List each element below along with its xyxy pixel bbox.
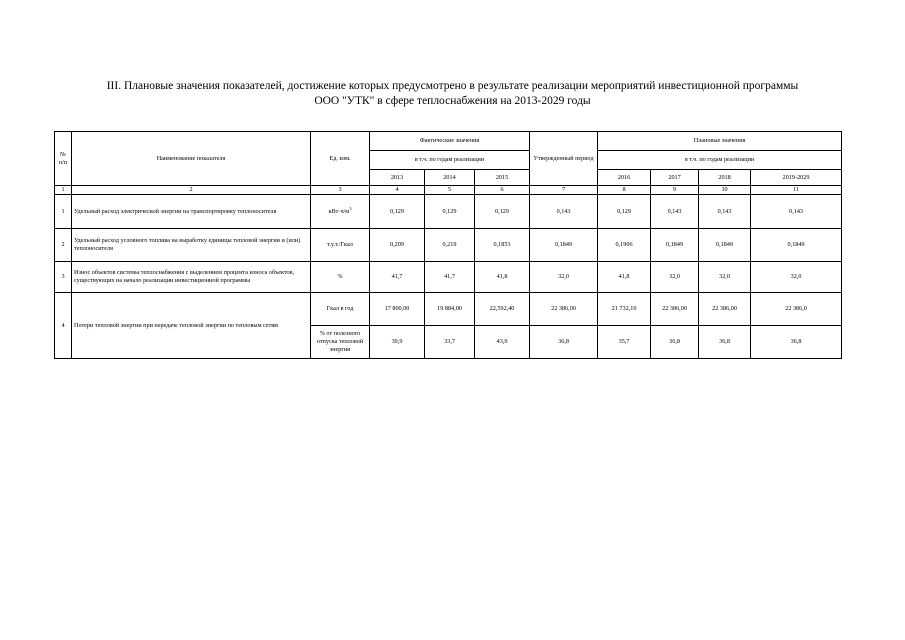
table-row xyxy=(55,262,842,293)
value-cell: 32,0 xyxy=(530,262,598,293)
value-cell: 0,143 xyxy=(751,195,842,229)
value-cell: 39,9 xyxy=(370,326,425,359)
value-cell: 17 800,00 xyxy=(370,293,425,326)
value-cell: 0,1906 xyxy=(598,229,651,262)
row-unit xyxy=(311,195,370,229)
value-cell: 22 386,00 xyxy=(699,293,751,326)
value-cell: 36,8 xyxy=(751,326,842,359)
value-cell: 0,1853 xyxy=(475,229,530,262)
value-cell: 41,7 xyxy=(425,262,475,293)
year-cell: 2016 xyxy=(598,170,651,186)
unit-superscript: 3 xyxy=(349,205,352,211)
value-cell: 0,129 xyxy=(598,195,651,229)
value-cell: 36,8 xyxy=(530,326,598,359)
indicators-table xyxy=(54,131,842,359)
row-unit: % xyxy=(311,262,370,293)
year-cell: 2014 xyxy=(425,170,475,186)
value-cell: 0,1849 xyxy=(530,229,598,262)
value-cell: 22 386,0 xyxy=(751,293,842,326)
row-name: Износ объектов системы теплоснабжения с выделением процента износа объектов, существующих на начало реализации инвестиционной программы xyxy=(72,262,311,293)
value-cell: 41,7 xyxy=(370,262,425,293)
value-cell: 22 386,00 xyxy=(530,293,598,326)
header-planned-sub: в т.ч. по годам реализации xyxy=(598,151,842,170)
value-cell: 22,592,40 xyxy=(475,293,530,326)
value-cell: 0,143 xyxy=(530,195,598,229)
header-approved: Утвержденный период xyxy=(530,132,598,186)
column-number: 10 xyxy=(699,186,751,195)
value-cell: 0,143 xyxy=(651,195,699,229)
row-num: 1 xyxy=(55,195,72,229)
table-row xyxy=(55,195,842,229)
table-row xyxy=(55,229,842,262)
year-cell: 2015 xyxy=(475,170,530,186)
value-cell: 19 884,00 xyxy=(425,293,475,326)
value-cell: 33,7 xyxy=(425,326,475,359)
header-actual-sub: в т.ч. по годам реализации xyxy=(370,151,530,170)
value-cell: 0,129 xyxy=(475,195,530,229)
year-cell: 2019-2029 xyxy=(751,170,842,186)
value-cell: 43,9 xyxy=(475,326,530,359)
row-unit: % от полезного отпуска тепловой энергии xyxy=(311,326,370,359)
column-number: 5 xyxy=(425,186,475,195)
header-row xyxy=(55,132,842,151)
value-cell: 36,8 xyxy=(651,326,699,359)
header-name: Наименование показателя xyxy=(72,132,311,186)
year-cell: 2018 xyxy=(699,170,751,186)
value-cell: 35,7 xyxy=(598,326,651,359)
column-number: 2 xyxy=(72,186,311,195)
row-unit: Гкал в год xyxy=(311,293,370,326)
row-num: 3 xyxy=(55,262,72,293)
title-line-2: ООО "УТК" в сфере теплоснабжения на 2013-2029 годы xyxy=(314,95,591,107)
value-cell: 0,129 xyxy=(425,195,475,229)
year-cell: 2013 xyxy=(370,170,425,186)
column-number: 8 xyxy=(598,186,651,195)
table-row xyxy=(55,293,842,326)
document-title xyxy=(0,79,905,109)
row-num: 2 xyxy=(55,229,72,262)
header-num: № п/п xyxy=(55,132,72,186)
value-cell: 0,209 xyxy=(370,229,425,262)
unit-text: кВт·ч/м xyxy=(328,207,350,215)
value-cell: 32,0 xyxy=(751,262,842,293)
value-cell: 32,0 xyxy=(699,262,751,293)
column-number: 6 xyxy=(475,186,530,195)
row-unit: т.у.т./Гкал xyxy=(311,229,370,262)
value-cell: 41,8 xyxy=(475,262,530,293)
value-cell: 0,1849 xyxy=(751,229,842,262)
row-name: Удельный расход электрической энергии на транспортировку теплоносителя xyxy=(72,195,311,229)
title-line-1: III. Плановые значения показателей, достижение которых предусмотрено в результате реализации мероприятий инвестиционной программы xyxy=(106,80,799,92)
header-unit: Ед. изм. xyxy=(311,132,370,186)
value-cell: 21 732,10 xyxy=(598,293,651,326)
value-cell: 32,0 xyxy=(651,262,699,293)
value-cell: 0,143 xyxy=(699,195,751,229)
value-cell: 0,1849 xyxy=(651,229,699,262)
value-cell: 0,1849 xyxy=(699,229,751,262)
column-number: 4 xyxy=(370,186,425,195)
column-number: 9 xyxy=(651,186,699,195)
value-cell: 41,8 xyxy=(598,262,651,293)
value-cell: 0,129 xyxy=(370,195,425,229)
column-number-row xyxy=(55,186,842,195)
row-num: 4 xyxy=(55,293,72,359)
column-number: 7 xyxy=(530,186,598,195)
header-actual: Фактические значения xyxy=(370,132,530,151)
column-number: 1 xyxy=(55,186,72,195)
column-number: 11 xyxy=(751,186,842,195)
value-cell: 36,8 xyxy=(699,326,751,359)
value-cell: 22 386,00 xyxy=(651,293,699,326)
header-planned: Плановые значения xyxy=(598,132,842,151)
column-number: 3 xyxy=(311,186,370,195)
row-name: Удельный расход условного топлива на выработку единицы тепловой энергии и (или) теплоносителя xyxy=(72,229,311,262)
row-name: Потери тепловой энергии при передаче тепловой энергии по тепловым сетям xyxy=(72,293,311,359)
year-cell: 2017 xyxy=(651,170,699,186)
value-cell: 0,219 xyxy=(425,229,475,262)
